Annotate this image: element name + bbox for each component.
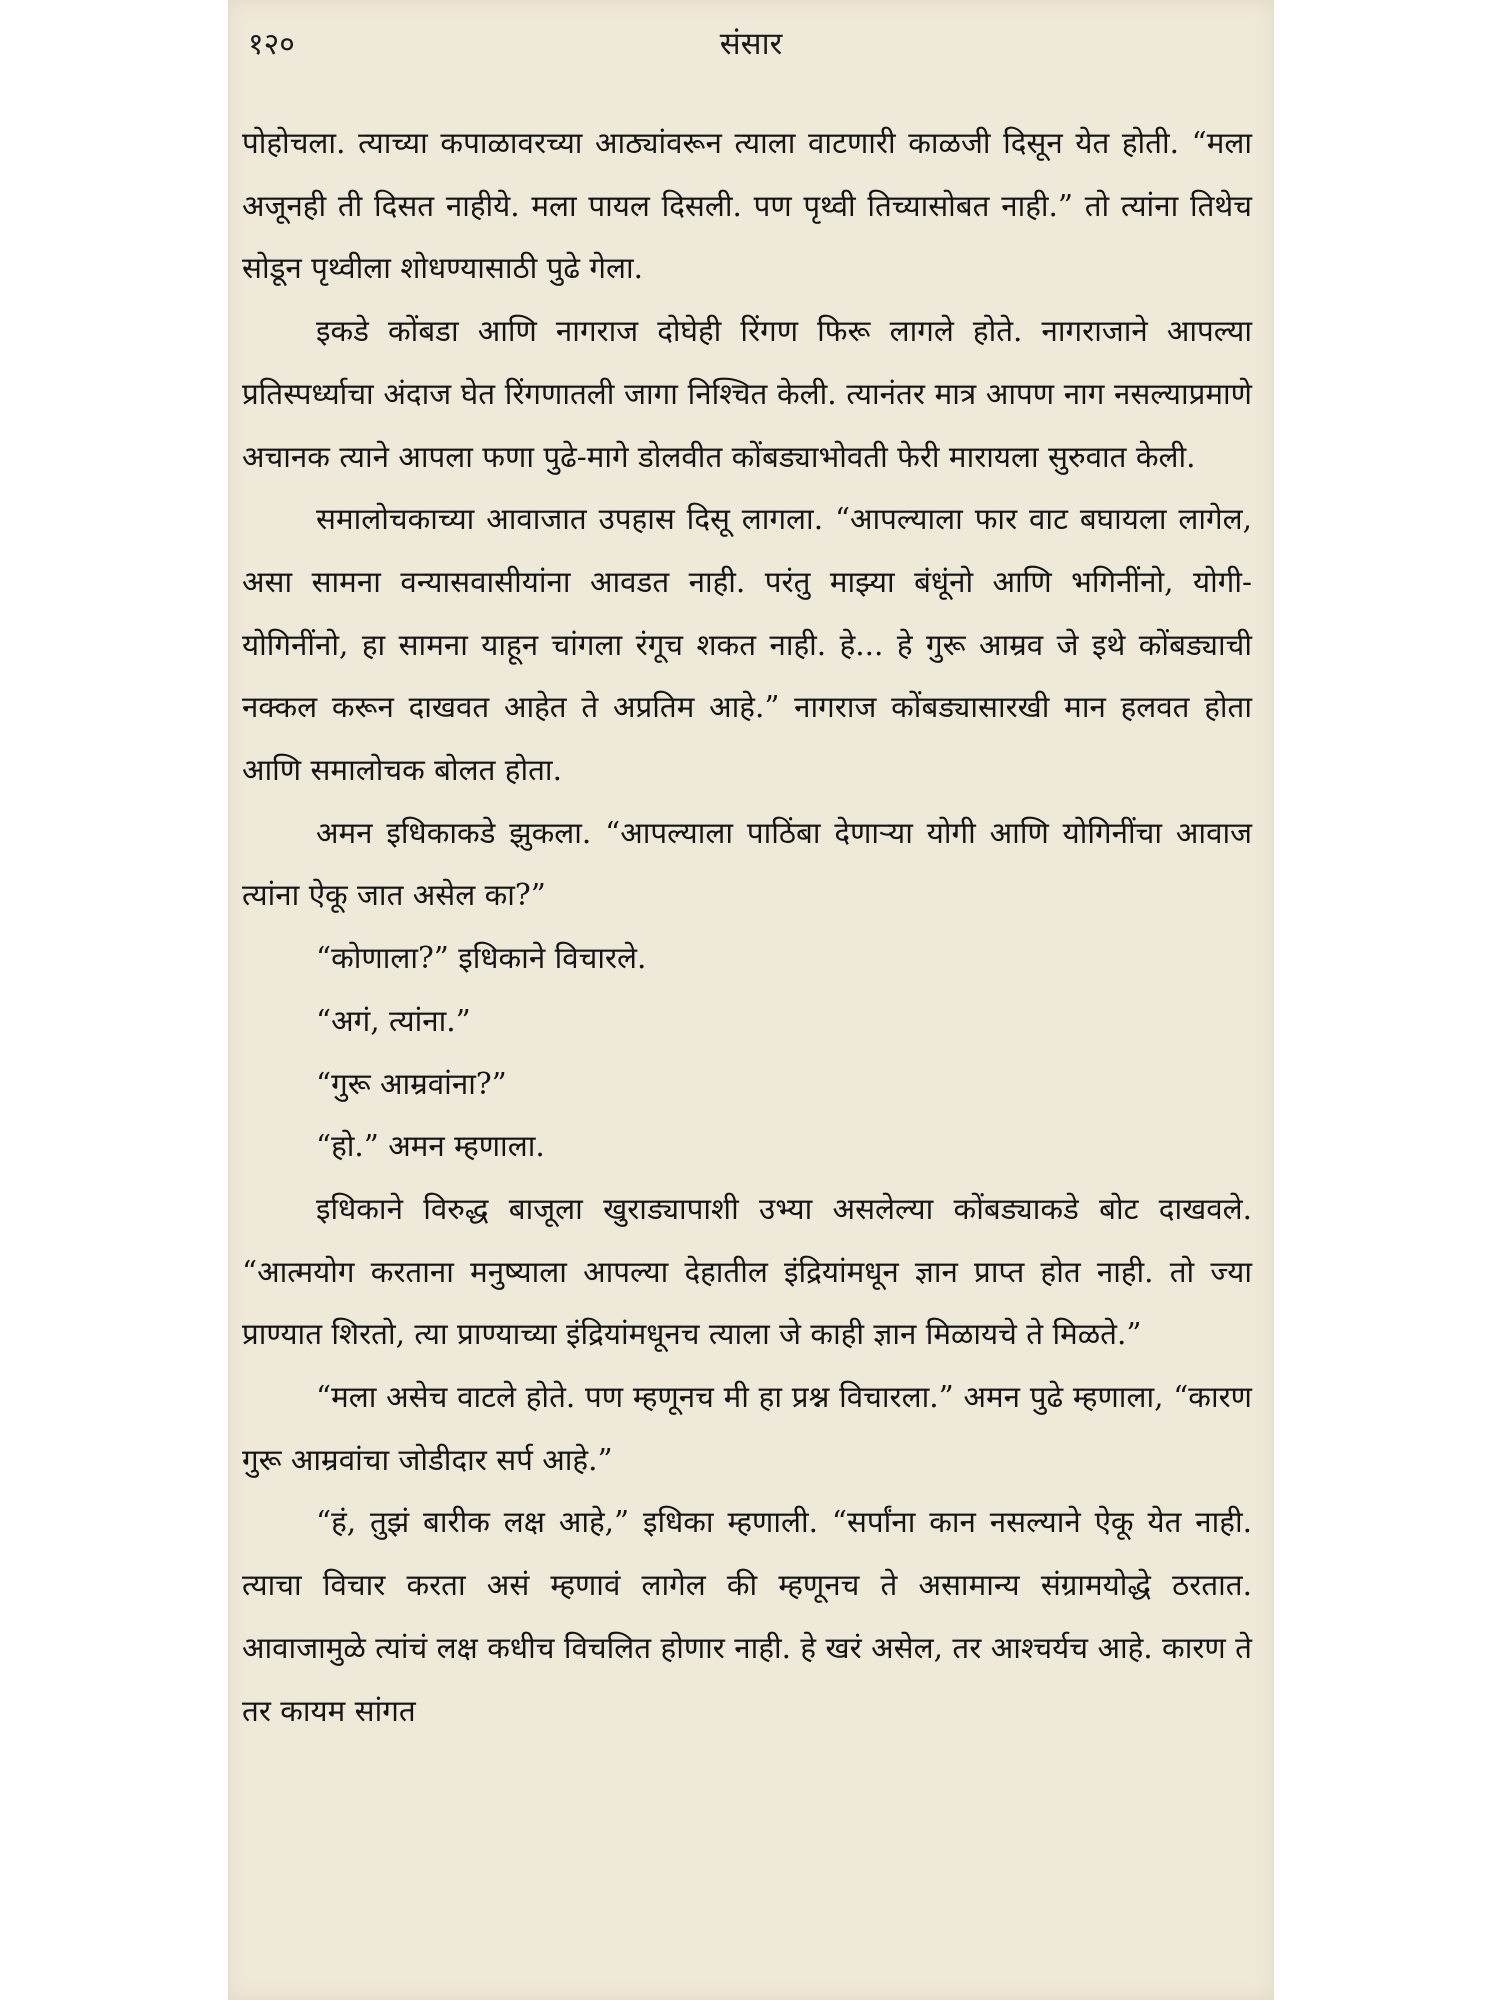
dialogue-line: “कोणाला?” इधिकाने विचारले. [316,941,647,976]
paragraph: समालोचकाच्या आवाजात उपहास दिसू लागला. “आपल्याला फार वाट बघायला लागेल, असा सामना वन्यासवासीयांना आवडत नाही. परंतु माझ्या बंधूंनो आणि भगिनींनो, योगी-योगिनींनो, हा सामना याहून चांगला रंगूच शकत नाही. हे... हे गुरू आम्रव जे इथे कोंबड्याची नक्कल करून दाखवत आहेत ते अप्रतिम आहे.” नागराज कोंबड्यासारखी मान हलवत होता आणि समालोचक बोलत होता. [242,502,1252,788]
body-text [242,112,1252,1742]
page-number: १२० [248,27,295,62]
dialogue-line: “गुरू आम्रवांना?” [316,1066,507,1101]
paragraph: अमन इधिकाकडे झुकला. “आपल्याला पाठिंबा देणाऱ्या योगी आणि योगिनींचा आवाज त्यांना ऐकू जात असेल का?” [242,815,1252,913]
paragraph: “मला असेच वाटले होते. पण म्हणूनच मी हा प्रश्न विचारला.” अमन पुढे म्हणाला, “कारण गुरू आम्रवांचा जोडीदार सर्प आहे.” [242,1380,1252,1477]
book-page [228,0,1274,2000]
page-header [228,14,1274,74]
dialogue-line: “हो.” अमन म्हणाला. [316,1129,545,1164]
paragraph: “हं, तुझं बारीक लक्ष आहे,” इधिका म्हणाली. “सर्पांना कान नसल्याने ऐकू येत नाही. त्याचा विचार करता असं म्हणावं लागेल की म्हणूनच ते असामान्य संग्रामयोद्धे ठरतात. आवाजामुळे त्यांचं लक्ष कधीच विचलित होणार नाही. हे खरं असेल, तर आश्चर्यच आहे. कारण ते तर कायम सांगत [242,1505,1252,1728]
paragraph: इधिकाने विरुद्ध बाजूला खुराड्यापाशी उभ्या असलेल्या कोंबड्याकडे बोट दाखवले. “आत्मयोग करताना मनुष्याला आपल्या देहातील इंद्रियांमधून ज्ञान प्राप्त होत नाही. तो ज्या प्राण्यात शिरतो, त्या प्राण्याच्या इंद्रियांमधूनच त्याला जे काही ज्ञान मिळायचे ते मिळते.” [242,1191,1252,1352]
paragraph: पोहोचला. त्याच्या कपाळावरच्या आठ्यांवरून त्याला वाटणारी काळजी दिसून येत होती. “मला अजूनही ती दिसत नाहीये. मला पायल दिसली. पण पृथ्वी तिच्यासोबत नाही.” तो त्यांना तिथेच सोडून पृथ्वीला शोधण्यासाठी पुढे गेला. [242,126,1252,286]
dialogue-line: “अगं, त्यांना.” [316,1003,471,1038]
paragraph: इकडे कोंबडा आणि नागराज दोघेही रिंगण फिरू लागले होते. नागराजाने आपल्या प्रतिस्पर्ध्याचा अंदाज घेत रिंगणातली जागा निश्चित केली. त्यानंतर मात्र आपण नाग नसल्याप्रमाणे अचानक त्याने आपला फणा पुढे-मागे डोलवीत कोंबड्याभोवती फेरी मारायला सुरुवात केली. [242,314,1252,474]
running-title: संसार [719,26,783,62]
